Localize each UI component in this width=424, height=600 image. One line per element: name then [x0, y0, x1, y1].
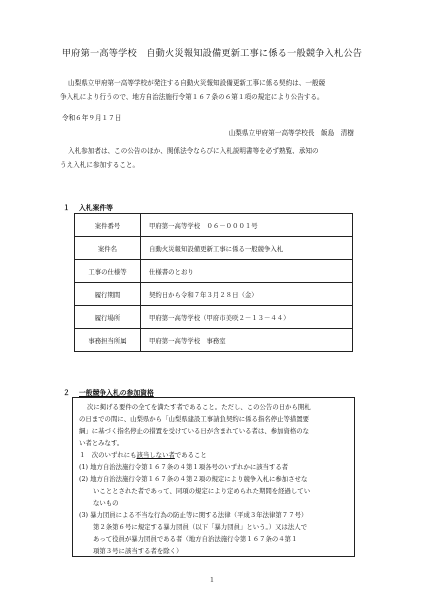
intro-paragraph — [60, 76, 368, 104]
table-label: 事務担当所属 — [75, 329, 141, 352]
table-label: 履行場所 — [75, 306, 141, 329]
tender-items-table — [74, 213, 353, 352]
section-2-number: ２ — [63, 389, 70, 397]
table-label: 履行期間 — [75, 283, 141, 306]
issuer-name: 山梨県立甲府第一高等学校長 飯島 清樹 — [228, 129, 354, 137]
table-row — [75, 306, 353, 329]
table-row — [75, 214, 353, 237]
intro-line-2: 争入札により行うので、地方自治法施行令第１６７条の６第１項の規定により公告する。 — [60, 93, 324, 101]
table-row — [75, 283, 353, 306]
table-value: 甲府第一高等学校 事務室 — [141, 329, 353, 352]
notice-line-1: 入札参加者は、この公告のほか、関係法令ならびに入札説明書等を必ず熟覧、承知の — [68, 147, 319, 155]
qual-intro-line: い者とみなす。 — [79, 439, 124, 447]
qual-sub-item: (1) 地方自治法施行令第１６７条の４第１項各号のいずれかに該当する者 — [79, 463, 289, 471]
section-2-title: 一般競争入札の参加資格 — [79, 389, 154, 397]
qual-sub-item: いこととされた者であって、同項の規定により定められた期間を経過してい — [93, 487, 311, 495]
qual-sub-item: (3) 暴力団員による不当な行為の防止等に関する法律（平成３年法律第７７号） — [79, 511, 308, 519]
qual-intro-line: の日までの間に、山梨県から「山梨県建設工事請負契約に係る指名停止等措置要 — [79, 415, 310, 423]
qualification-box — [72, 397, 355, 557]
table-value: 自動火災報知設備更新工事に係る一般競争入札 — [141, 237, 353, 260]
table-label: 工事の仕様等 — [75, 260, 141, 283]
qual-intro-line: 次に掲げる要件の全てを満たす者であること。ただし、この公告の日から開札 — [87, 403, 311, 411]
intro-line-1: 山梨県立甲府第一高等学校が発注する自動火災報知設備更新工事に係る契約は、一般競 — [68, 79, 326, 87]
qual-sub-item: あって役員が暴力団員である者（地方自治法施行令第１６７条の４第１ — [93, 535, 298, 543]
qual-sub-item: ないもの — [93, 499, 119, 507]
qual-item-1-emphasis: 該当しない者 — [136, 451, 175, 459]
qual-item-1-suffix: であること — [174, 451, 207, 459]
notice-line-2: うえ入札に参加すること。 — [60, 161, 140, 169]
table-value: 甲府第一高等学校 ０６－０００１号 — [141, 214, 353, 237]
table-value: 仕様書のとおり — [141, 260, 353, 283]
section-1-number: １ — [63, 204, 70, 212]
qual-sub-item: 第２条第６号に規定する暴力団員（以下「暴力団員」という。）又は法人で — [93, 523, 308, 531]
section-2-heading — [63, 387, 154, 397]
table-value: 甲府第一高等学校（甲府市美咲２－１３－４４） — [141, 306, 353, 329]
table-row — [75, 237, 353, 260]
qual-sub-item: 項第３号に該当する者を除く） — [93, 547, 183, 555]
qual-intro-line: 綱」に基づく指名停止の措置を受けている日が含まれている者は、参加資格のな — [79, 427, 310, 435]
table-row — [75, 260, 353, 283]
qual-item-1-prefix: １ 次のいずれにも — [79, 451, 137, 459]
page-number: １ — [208, 576, 216, 584]
table-row — [75, 329, 353, 352]
participant-notice — [60, 144, 368, 172]
qual-sub-item: (2) 地方自治法施行令第１６７条の４第２項の規定により競争入札に参加させな — [79, 475, 308, 483]
document-title: 甲府第一高等学校 自動火災報知設備更新工事に係る一般競争入札公告 — [61, 48, 363, 59]
notice-date: 令和６年９月１７日 — [62, 114, 122, 122]
section-1-heading — [63, 202, 113, 212]
table-label: 案件名 — [75, 237, 141, 260]
table-value: 契約日から令和７年３月２８日（金） — [141, 283, 353, 306]
section-1-title: 入札案件等 — [79, 204, 113, 212]
qual-item-1 — [79, 450, 207, 459]
table-label: 案件番号 — [75, 214, 141, 237]
